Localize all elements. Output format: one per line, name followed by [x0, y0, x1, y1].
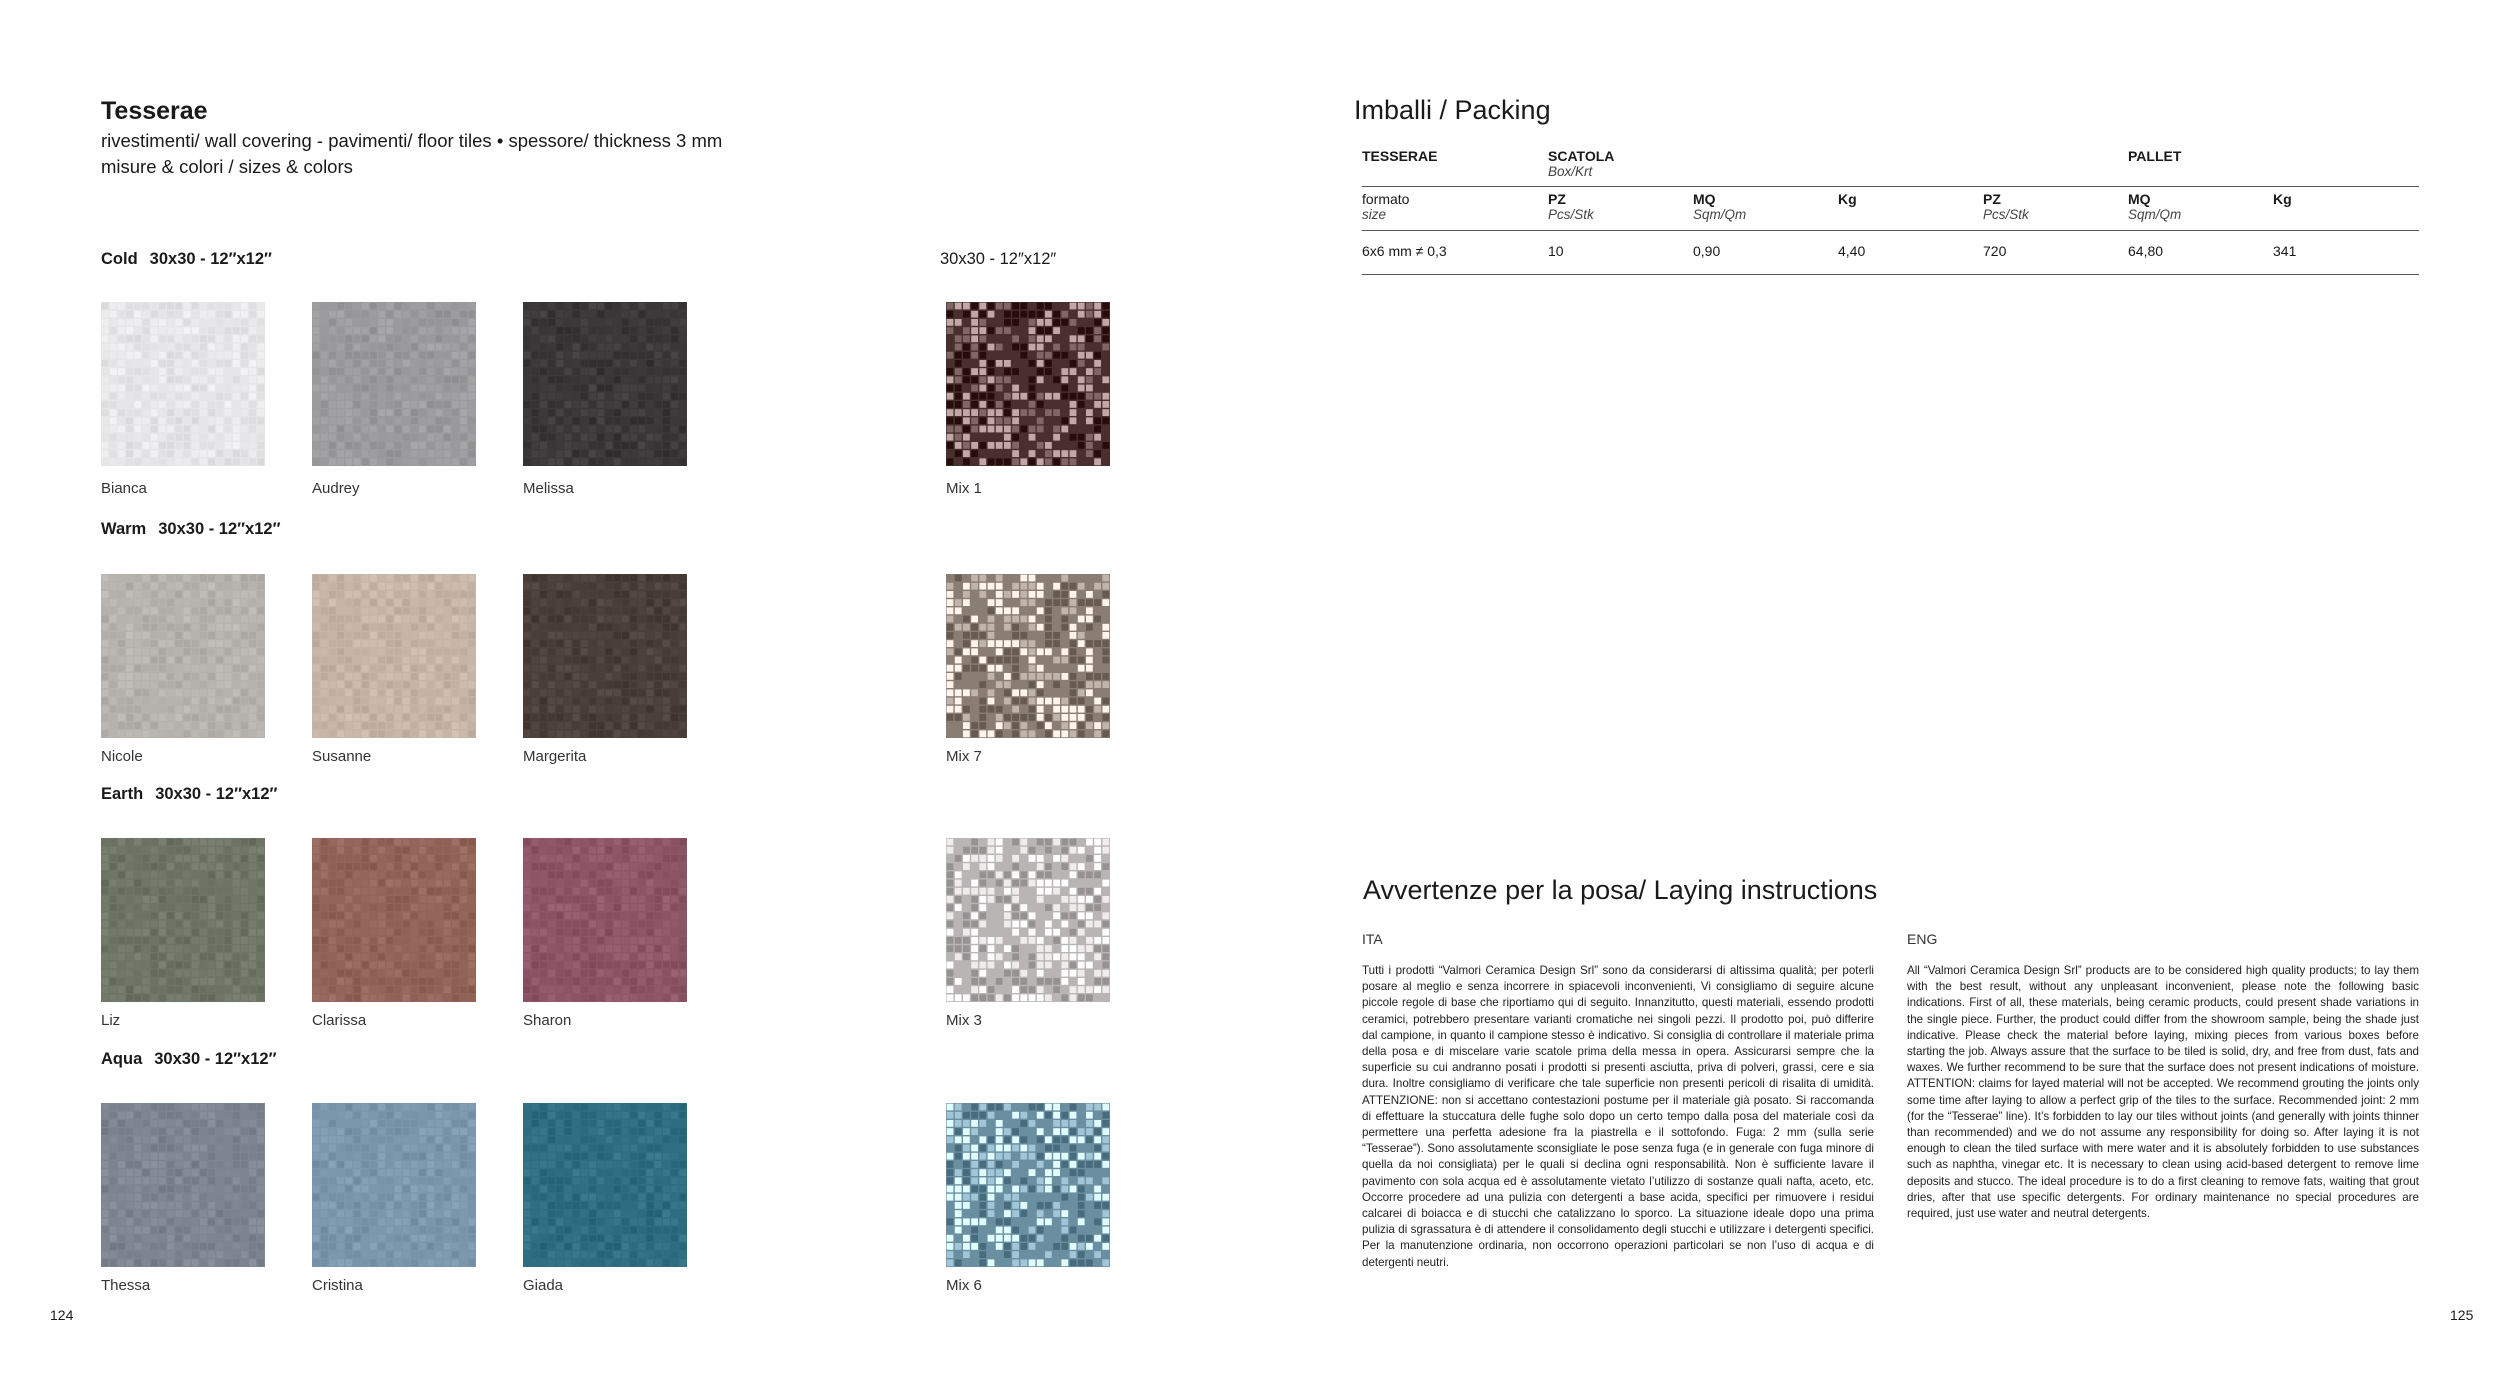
cell-pz-sub: Pcs/Stk — [1548, 206, 1594, 222]
group-header-1 — [101, 520, 280, 539]
subtitle-sizes: misure & colori / sizes & colors — [101, 156, 353, 177]
mosaic-swatch-image — [946, 838, 1110, 1002]
mosaic-swatch-image — [523, 302, 687, 466]
tile-swatch — [523, 302, 687, 466]
tile-swatch — [523, 1103, 687, 1267]
tile-swatch — [101, 574, 265, 738]
tile-label: Mix 1 — [946, 480, 982, 497]
mosaic-swatch-image — [523, 1103, 687, 1267]
val-mq: 0,90 — [1693, 242, 1721, 259]
tile-swatch — [312, 838, 476, 1002]
val-mq2: 64,80 — [2128, 242, 2164, 259]
cell-mq: MQ — [1693, 190, 1716, 207]
group-header-0 — [101, 250, 272, 269]
tile-label: Mix 3 — [946, 1012, 982, 1029]
col-tesserae: TESSERAE — [1362, 148, 1438, 164]
group-size: 30x30 - 12″x12″ — [154, 1050, 277, 1068]
tile-label: Nicole — [101, 748, 143, 765]
val-pz2: 720 — [1983, 242, 2007, 259]
tile-label: Giada — [523, 1277, 564, 1294]
mix-size-header: 30x30 - 12″x12″ — [940, 250, 1057, 268]
tile-swatch — [946, 1103, 1110, 1267]
cell-mq-sub: Sqm/Qm — [1693, 206, 1747, 222]
cell-formato: formato — [1362, 190, 1410, 207]
val-formato: 6x6 mm ≠ 0,3 — [1362, 242, 1447, 259]
cell-pz: PZ — [1548, 190, 1566, 207]
cell-mq2-sub: Sqm/Qm — [2128, 206, 2182, 222]
mosaic-swatch-image — [946, 574, 1110, 738]
tile-swatch — [946, 838, 1110, 1002]
tile-label: Cristina — [312, 1277, 363, 1294]
tile-label: Thessa — [101, 1277, 151, 1294]
tile-swatch — [101, 838, 265, 1002]
group-name: Warm — [101, 520, 147, 538]
cell-kg: Kg — [1838, 190, 1857, 207]
tile-swatch — [523, 574, 687, 738]
page-number-left: 124 — [50, 1307, 74, 1323]
group-name: Earth — [101, 785, 144, 803]
eng-label: ENG — [1907, 931, 1938, 947]
tile-swatch — [523, 838, 687, 1002]
group-header-2 — [101, 785, 277, 804]
tile-label: Audrey — [312, 480, 360, 497]
col-scatola: SCATOLA — [1548, 148, 1615, 164]
cell-mq2: MQ — [2128, 190, 2151, 207]
group-name: Aqua — [101, 1050, 143, 1068]
tile-swatch — [312, 302, 476, 466]
mosaic-swatch-image — [101, 302, 265, 466]
tile-swatch — [946, 302, 1110, 466]
mosaic-swatch-image — [312, 574, 476, 738]
cell-kg2: Kg — [2273, 190, 2292, 207]
page-number-right: 125 — [2450, 1307, 2474, 1323]
group-size: 30x30 - 12″x12″ — [158, 520, 281, 538]
mosaic-swatch-image — [101, 1103, 265, 1267]
tile-label: Bianca — [101, 480, 147, 497]
tile-swatch — [101, 302, 265, 466]
ita-instructions: Tutti i prodotti “Valmori Ceramica Design Srl” sono da considerarsi di altissima qualità; per poterli posare al meglio e senza incorrere in spiacevoli inconvenienti, Vi consigliamo di seguire alcune piccole regole di base che riportiamo qui di seguito. Innanzitutto, questi materiali, essendo prodotti ceramici, potrebbero presentare varianti cromatiche nei singoli pezzi. Il prodotto poi, può differire dal campione, in quanto il campione stesso è indicativo. Si consiglia di controllare il materiale prima della posa e di miscelare varie scatole prima della messa in opera. Assicurarsi sempre che la superficie su cui andranno posati i prodotti si presenti asciutta, priva di polveri, grassi, cere e sia dura. Inoltre consigliamo di verificare che tale superficie non presenti pericoli di risalita di umidità. ATTENZIONE: non si accettano contestazioni postume per il materiale già posato. Si raccomanda di effettuare la stuccatura delle fughe solo dopo un certo tempo dalla posa del materiale così da permettere una perfetta adesione fra la piastrella e il sottofondo. Fuga: 2 mm (sulla serie “Tesserae”). Sono assolutamente sconsigliate le pose senza fuga (e in generale con fuga minore di quella da noi consigliata) per le quali si declina ogni responsabilità. Non è sufficiente lavare il pavimento con sola acqua ed è assolutamente vietato l’utilizzo di sostanze quali nafta, aceto, etc. Occorre procedere ad una pulizia con detergenti a base acida, specifici per rimuovere i residui calcarei di boiacca e di stucchi che catalizzano lo sporco. La situazione ideale dopo una prima pulizia di sgrassatura è di attendere il consolidamento degli stucchi e utilizzare i detergenti specifici. Per la manutenzione ordinaria, non occorrono operazioni particolari se non l’uso di acqua e di detergenti neutri. — [1362, 964, 1874, 1269]
tile-swatch — [101, 1103, 265, 1267]
col-pallet: PALLET — [2128, 148, 2182, 164]
mosaic-swatch-image — [523, 574, 687, 738]
mosaic-swatch-image — [946, 1103, 1110, 1267]
subtitle-materials: rivestimenti/ wall covering - pavimenti/ floor tiles • spessore/ thickness 3 mm — [101, 130, 723, 151]
col-scatola-sub: Box/Krt — [1548, 164, 1593, 179]
mosaic-swatch-image — [312, 302, 476, 466]
tile-swatch — [312, 574, 476, 738]
val-kg: 4,40 — [1838, 242, 1866, 259]
group-name: Cold — [101, 250, 138, 268]
tile-label: Clarissa — [312, 1012, 367, 1029]
laying-title: Avvertenze per la posa/ Laying instructions — [1363, 875, 1878, 905]
cell-size: size — [1362, 206, 1387, 222]
mosaic-swatch-image — [523, 838, 687, 1002]
page-title: Tesserae — [101, 97, 208, 125]
tile-swatch — [946, 574, 1110, 738]
cell-pz2-sub: Pcs/Stk — [1983, 206, 2029, 222]
tile-label: Margerita — [523, 748, 587, 765]
tile-swatch — [312, 1103, 476, 1267]
tile-label: Sharon — [523, 1012, 572, 1029]
packing-table — [1362, 148, 2419, 275]
mosaic-swatch-image — [101, 574, 265, 738]
tile-label: Liz — [101, 1012, 121, 1029]
mosaic-swatch-image — [312, 1103, 476, 1267]
packing-title: Imballi / Packing — [1354, 95, 1551, 125]
val-pz: 10 — [1548, 242, 1564, 259]
tile-label: Mix 7 — [946, 748, 982, 765]
tile-label: Susanne — [312, 748, 372, 765]
ita-label: ITA — [1362, 931, 1383, 947]
mosaic-swatch-image — [946, 302, 1110, 466]
mosaic-swatch-image — [312, 838, 476, 1002]
group-size: 30x30 - 12″x12″ — [149, 250, 272, 268]
cell-pz2: PZ — [1983, 190, 2001, 207]
tile-label: Mix 6 — [946, 1277, 982, 1294]
group-header-3 — [101, 1050, 277, 1069]
eng-instructions: All “Valmori Ceramica Design Srl” products are to be considered high quality products; to lay them with the best result, without any unpleasant inconvenient, please note the following basic indications. First of all, these materials, being ceramic products, could present shade variations in the single piece. Further, the product could differ from the showroom sample, being the shade just indicative. Please check the material before laying, mixing pieces from various boxes before starting the job. Always assure that the surface to be tiled is solid, dry, and free from dust, fats and waxes. We further recommend to be sure that the surface does not present indications of moisture. ATTENTION: claims for layed material will not be accepted. We recommend grouting the joints only some time after laying to allow a perfect grip of the tiles to the surface. Recommended joint: 2 mm (for the “Tesserae” line). It’s forbidden to lay our tiles without joints (and generally with joints thinner than recommended) and we do not assume any responsibility for doing so. After laying it is not enough to clean the tiled surface with mere water and it is absolutely forbidden to use substances such as naphtha, vinegar etc. It is necessary to clean using acid-based detergent to remove lime deposits and stucco. The ideal procedure is to do a first cleaning to remove fats, waiting that grout dries, after that use specific detergents. For ordinary maintenance no special procedures are required, just use water and neutral detergents. — [1907, 964, 2419, 1221]
val-kg2: 341 — [2273, 242, 2297, 259]
mosaic-swatch-image — [101, 838, 265, 1002]
tile-label: Melissa — [523, 480, 574, 497]
group-size: 30x30 - 12″x12″ — [155, 785, 278, 803]
